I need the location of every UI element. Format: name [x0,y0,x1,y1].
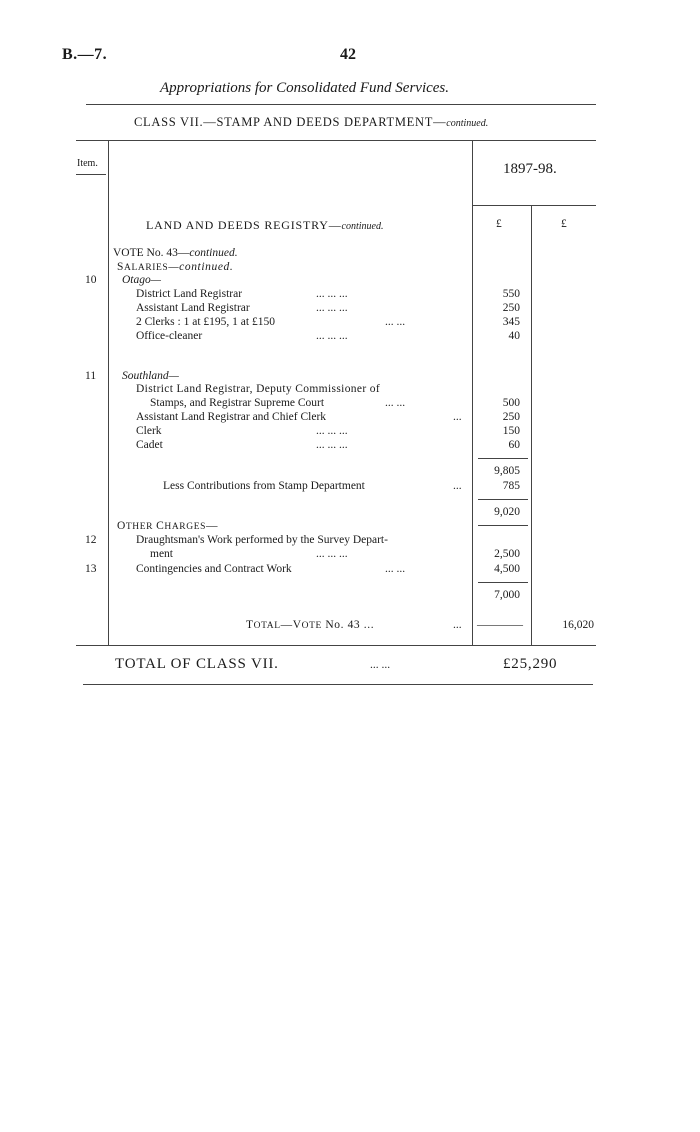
leader-dots: ... ... [370,659,391,671]
contributions-label: Less Contributions from Stamp Department [163,480,365,492]
item-number: 13 [85,563,97,575]
item-column-rule [108,140,109,645]
otago-row-label: 2 Clerks : 1 at £195, 1 at £150 [136,316,275,328]
otago-row-label: Office-cleaner [136,330,203,342]
other-charges-row-amount: 2,500 [494,548,520,560]
other-charges-row-label: Draughtsman's Work performed by the Survey Depart- [136,534,388,546]
vote-total-label: TOTAL—VOTE No. 43 ... [246,619,375,631]
other-charges-row-label: Contingencies and Contract Work [136,563,292,575]
sum-rule [478,499,528,500]
subcolumn-rule [531,205,532,645]
item-header-underline [76,174,106,175]
otago-row-amount: 40 [508,330,520,342]
region-label-otago: Otago— [122,274,161,286]
southland-row-label-continued: Stamps, and Registrar Supreme Court [150,397,325,409]
sum-rule [478,582,528,583]
item-number: 10 [85,274,97,286]
year-underline [472,205,596,206]
table-bottom-rule [76,645,596,646]
table-top-rule [76,140,596,141]
other-charges-total: 7,000 [494,589,520,601]
page-heading: Appropriations for Consolidated Fund Services. [160,80,450,96]
southland-row-label: Assistant Land Registrar and Chief Clerk [136,411,327,423]
region-label-southland: Southland— [122,370,179,382]
class-total-label: TOTAL OF CLASS VII. [115,656,279,672]
em-dash-placeholder: ———— [477,619,523,631]
section-heading: LAND AND DEEDS REGISTRY—continued. [146,218,384,232]
rule-bottom [83,684,593,685]
other-charges-row-amount: 4,500 [494,563,520,575]
southland-row-amount: 250 [502,411,520,423]
leader-dots: ... ... [385,563,406,575]
leader-dots: ... [453,480,462,492]
other-charges-row-label-continued: ment [150,548,173,560]
document-reference: B.—7. [62,46,108,63]
sum-rule [478,458,528,459]
item-column-header: Item. [77,158,98,169]
otago-row-amount: 550 [502,288,520,300]
other-charges-heading: OTHER CHARGES— [117,520,219,532]
leader-dots: ... ... ... [316,302,348,314]
leader-dots: ... ... ... [316,288,348,300]
salaries-subtotal: 9,805 [494,465,520,477]
class-total-amount: £25,290 [503,656,558,672]
otago-row-amount: 250 [502,302,520,314]
southland-row-label: Clerk [136,425,162,437]
otago-row-label: District Land Registrar [136,288,243,300]
leader-dots: ... [453,411,462,423]
leader-dots: ... ... ... [316,330,348,342]
leader-dots: ... ... ... [316,439,348,451]
otago-row-label: Assistant Land Registrar [136,302,250,314]
southland-row-label: Cadet [136,439,163,451]
net-salaries-amount: 9,020 [494,506,520,518]
rule-top [86,104,596,105]
vote-total-amount: 16,020 [562,619,594,631]
southland-row-label: District Land Registrar, Deputy Commissioner of [136,383,381,395]
item-number: 11 [85,370,97,382]
otago-row-amount: 345 [502,316,520,328]
salaries-heading: SALARIES—continued. [117,261,234,273]
contributions-amount: 785 [502,480,520,492]
sum-rule [478,525,528,526]
southland-row-amount: 150 [502,425,520,437]
pound-sign-left: £ [496,218,502,230]
pound-sign-right: £ [561,218,567,230]
vote-heading: VOTE No. 43—continued. [113,247,238,259]
leader-dots: ... [453,619,462,631]
southland-row-amount: 60 [508,439,520,451]
leader-dots: ... ... [385,316,406,328]
item-number: 12 [85,534,97,546]
leader-dots: ... ... ... [316,548,348,560]
leader-dots: ... ... ... [316,425,348,437]
class-heading: CLASS VII.—STAMP AND DEEDS DEPARTMENT—continued. [134,115,489,129]
page-number: 42 [340,46,356,63]
southland-row-amount: 500 [502,397,520,409]
year-column-header: 1897-98. [503,161,557,177]
leader-dots: ... ... [385,397,406,409]
